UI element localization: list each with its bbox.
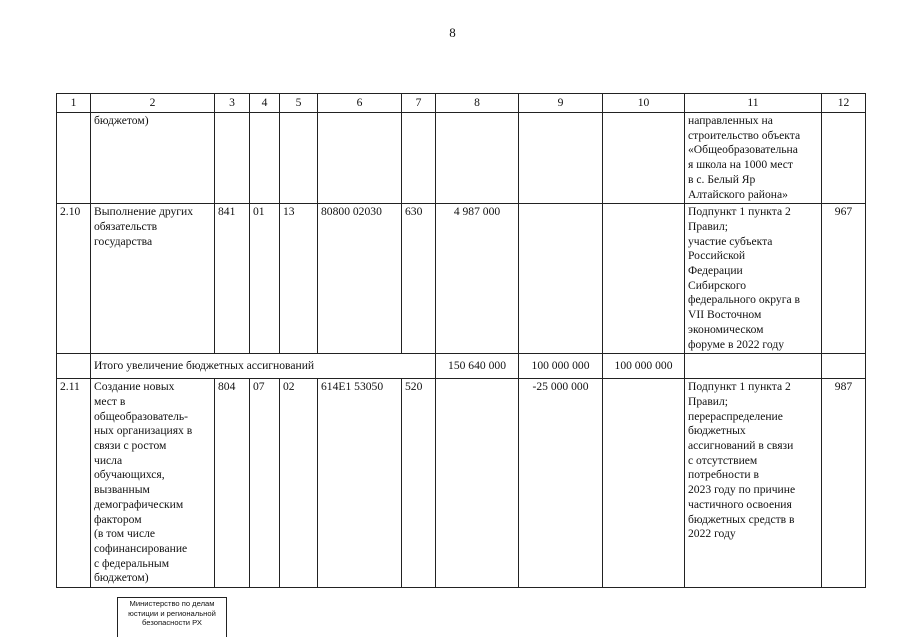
table-row: [57, 204, 866, 354]
amount-2024: [603, 379, 685, 588]
target-article-code: 80800 02030: [318, 204, 402, 354]
expense-type-code: 520: [402, 379, 436, 588]
column-header: 12: [822, 94, 866, 113]
justification-cell: Подпункт 1 пункта 2 Правил; перераспределение бюджетных ассигнований в связи с отсутствием потребности в 2023 году по причине частичного освоения бюджетных средств в 2022 году: [685, 379, 822, 588]
total-2023: 100 000 000: [519, 354, 603, 379]
column-header: 4: [250, 94, 280, 113]
column-header: 9: [519, 94, 603, 113]
amount-2023: -25 000 000: [519, 379, 603, 588]
table-cell: [519, 113, 603, 204]
total-2022: 150 640 000: [436, 354, 519, 379]
item-description: бюджетом): [91, 113, 215, 204]
column-header: 3: [215, 94, 250, 113]
column-header: 8: [436, 94, 519, 113]
column-header: 7: [402, 94, 436, 113]
stamp-line: юстиции и региональной: [128, 608, 216, 618]
ministry-code: 967: [822, 204, 866, 354]
budget-table: [56, 93, 866, 588]
amount-2022: [436, 379, 519, 588]
row-number: 2.11: [57, 379, 91, 588]
column-header: 10: [603, 94, 685, 113]
page-number: 8: [449, 25, 456, 40]
stamp-line: Министерство по делам: [129, 599, 215, 608]
table-cell: [603, 113, 685, 204]
table-cell: [215, 113, 250, 204]
total-label: Итого увеличение бюджетных ассигнований: [91, 354, 436, 379]
table-cell: [402, 113, 436, 204]
justification-cell: Подпункт 1 пункта 2 Правил; участие субъекта Российской Федерации Сибирского федерального округа в VII Восточном экономическом форуме в 2022 году: [685, 204, 822, 354]
table-cell: [280, 113, 318, 204]
amount-2024: [603, 204, 685, 354]
item-description: Создание новых мест в общеобразователь- ных организациях в связи с ростом числа обучающихся, вызванным демографическим фактором (в том числе софинансирование с федеральным бюджетом): [91, 379, 215, 588]
dept-code: 804: [215, 379, 250, 588]
registration-stamp: [117, 597, 227, 637]
table-cell: [318, 113, 402, 204]
row-number: 2.10: [57, 204, 91, 354]
ministry-code: 987: [822, 379, 866, 588]
column-header: 6: [318, 94, 402, 113]
table-cell: [822, 113, 866, 204]
total-2024: 100 000 000: [603, 354, 685, 379]
expense-type-code: 630: [402, 204, 436, 354]
column-header: 1: [57, 94, 91, 113]
table-cell: [57, 354, 91, 379]
amount-2022: 4 987 000: [436, 204, 519, 354]
table-row: [57, 379, 866, 588]
section-code: 01: [250, 204, 280, 354]
subsection-code: 02: [280, 379, 318, 588]
row-number: [57, 113, 91, 204]
table-row: [57, 113, 866, 204]
item-description: Выполнение других обязательств государства: [91, 204, 215, 354]
total-row: [57, 354, 866, 379]
subsection-code: 13: [280, 204, 318, 354]
table-cell: [436, 113, 519, 204]
stamp-line: безопасности РХ: [142, 618, 202, 628]
column-header: 5: [280, 94, 318, 113]
table-cell: [822, 354, 866, 379]
table-header-row: [57, 94, 866, 113]
table-cell: [250, 113, 280, 204]
dept-code: 841: [215, 204, 250, 354]
column-header: 2: [91, 94, 215, 113]
justification-cell: направленных на строительство объекта «Общеобразовательна я школа на 1000 мест в с. Белый Яр Алтайского района»: [685, 113, 822, 204]
section-code: 07: [250, 379, 280, 588]
target-article-code: 614E1 53050: [318, 379, 402, 588]
column-header: 11: [685, 94, 822, 113]
table-cell: [685, 354, 822, 379]
amount-2023: [519, 204, 603, 354]
